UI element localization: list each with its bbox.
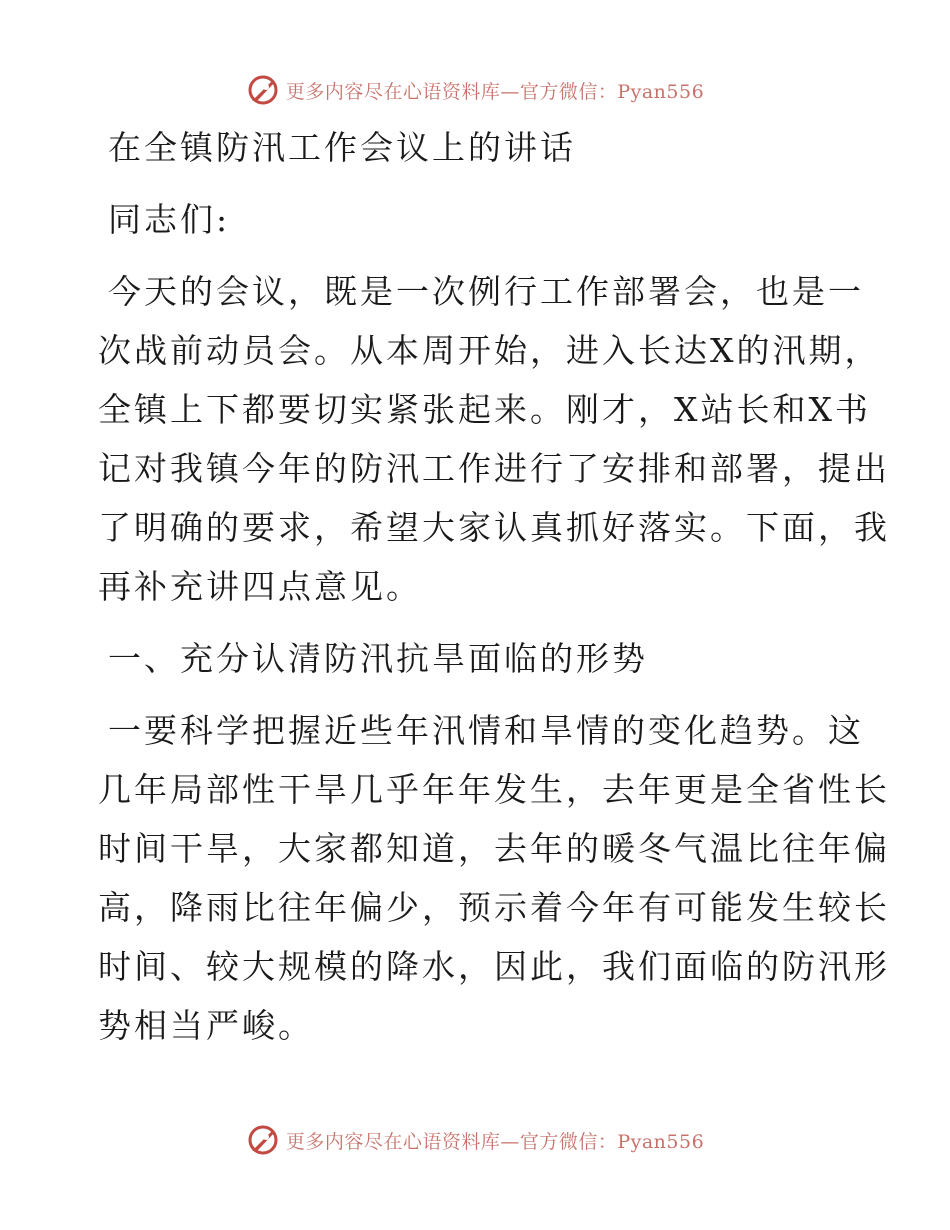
paragraph-line: 了明确的要求，希望大家认真抓好落实。下面，我 [98, 508, 890, 547]
paragraph-2 [98, 701, 890, 1055]
document-body [98, 118, 890, 1055]
paragraph-line: 时间、较大规模的降水，因此，我们面临的防汛形 [98, 947, 890, 986]
paragraph-line: 全镇上下都要切实紧张起来。刚才，X站长和X书 [98, 390, 871, 429]
header-banner-text: 更多内容尽在心语资料库—官方微信：Pyan556 [285, 80, 705, 103]
paragraph-line: 一要科学把握近些年汛情和旱情的变化趋势。这 [108, 711, 864, 750]
paragraph-line: 再补充讲四点意见。 [98, 567, 422, 606]
paragraph-line: 高，降雨比往年偏少，预示着今年有可能发生较长 [98, 888, 890, 927]
paragraph-line: 几年局部性干旱几乎年年发生，去年更是全省性长 [98, 770, 890, 809]
section-heading: 一、充分认清防汛抗旱面临的形势 [108, 639, 648, 678]
footer-banner [0, 1120, 950, 1160]
quill-pen-logo-icon [246, 73, 280, 107]
header-banner [0, 70, 950, 110]
document-title: 在全镇防汛工作会议上的讲话 [108, 128, 576, 167]
footer-banner-text: 更多内容尽在心语资料库—官方微信：Pyan556 [285, 1130, 705, 1153]
paragraph-line: 时间干旱，大家都知道，去年的暖冬气温比往年偏 [98, 829, 890, 868]
paragraph-line: 次战前动员会。从本周开始，进入长达X的汛期， [98, 331, 881, 370]
paragraph-line: 今天的会议，既是一次例行工作部署会，也是一 [108, 272, 864, 311]
quill-pen-logo-icon [246, 1123, 280, 1157]
paragraph-line: 记对我镇今年的防汛工作进行了安排和部署，提出 [98, 449, 890, 488]
paragraph-line: 势相当严峻。 [98, 1006, 314, 1045]
salutation: 同志们: [108, 200, 231, 239]
paragraph-1 [98, 262, 890, 616]
